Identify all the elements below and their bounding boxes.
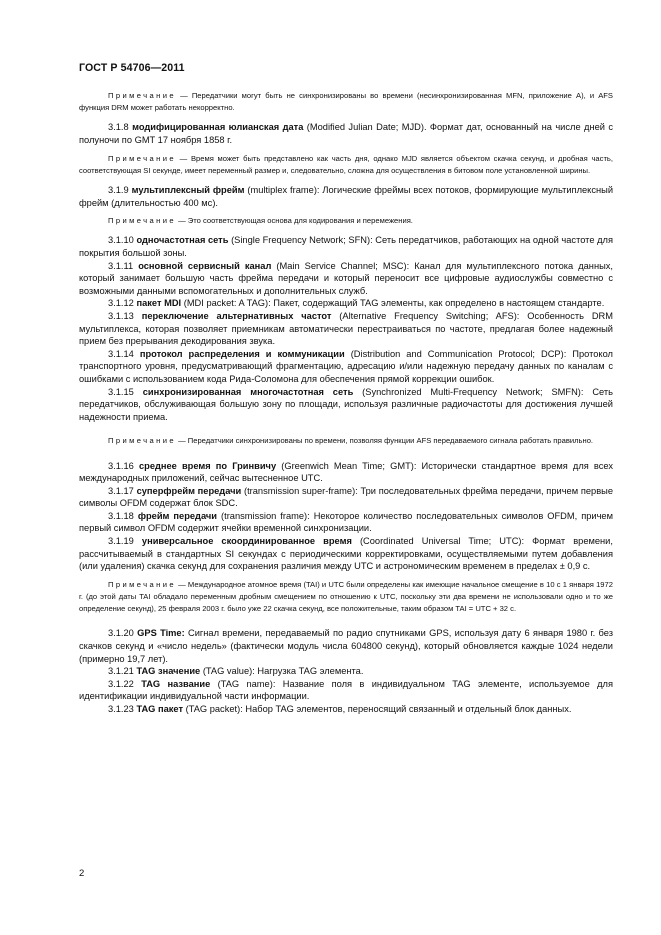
note-text: — Это соответствующая основа для кодирования и перемежения. bbox=[178, 216, 413, 226]
definition-term: TAG название bbox=[141, 678, 211, 689]
definition-term: основной сервисный канал bbox=[138, 260, 272, 271]
definition-number: 3.1.20 bbox=[108, 628, 134, 639]
definition-text: (Main Service Channel; MSC): Канал для мультиплексного потока данных, который занимает большую часть фрейма передачи и который переносит все цифровые аудиослужбы совместно с возможными данными вспомогательных и дополнительных служб. bbox=[79, 260, 613, 296]
definition-text: (Single Frequency Network; SFN): Сеть передатчиков, работающих на одной частоте для покрытия большой зоны. bbox=[79, 235, 613, 258]
definition-3-1-22 bbox=[79, 678, 613, 703]
definition-term: протокол распределения и коммуникации bbox=[139, 348, 345, 359]
definition-term: GPS Time: bbox=[137, 628, 185, 639]
page-number: 2 bbox=[79, 868, 85, 879]
definition-3-1-21 bbox=[79, 665, 613, 678]
definition-3-1-11 bbox=[79, 260, 613, 298]
definition-text: (Distribution and Communication Protocol; DCP): Протокол транспортного уровня, предусматривающий фрагментацию, адресацию и/или надежную передачу данных по каналам с ошибками с использованием кода Рида-Соломона для обеспечения прямой коррекции ошибок. bbox=[79, 348, 613, 384]
note-label: Примечание bbox=[108, 216, 176, 226]
definition-term: пакет MDI bbox=[136, 298, 182, 309]
note-text: — Передатчики синхронизированы по времени, позволяя функции AFS передаваемого сигнала работать правильно. bbox=[178, 436, 594, 446]
definition-text: (TAG packet): Набор TAG элементов, переносящий связанный и отдельный блок данных. bbox=[185, 704, 572, 715]
definition-3-1-13 bbox=[79, 310, 613, 348]
definition-term: суперфрейм передачи bbox=[136, 485, 242, 496]
definition-term: модифицированная юлианская дата bbox=[132, 122, 304, 133]
definition-number: 3.1.16 bbox=[108, 460, 134, 471]
definition-number: 3.1.18 bbox=[108, 510, 134, 521]
definition-number: 3.1.22 bbox=[108, 678, 134, 689]
definition-text: (TAG name): Название поля в индивидуальном TAG элементе, используемое для идентификации индивидуальной части информации. bbox=[79, 678, 613, 702]
definition-3-1-12 bbox=[79, 297, 613, 310]
note-text: — Время может быть представлено как часть дня, однако MJD является объектом скачка секунд, и дробная часть, соответствующая SI секунде, имеет переменный размер и, следовательно, сложна для осуществления в битовом поле установленной ширины. bbox=[79, 153, 613, 175]
definition-3-1-9 bbox=[79, 184, 613, 209]
definition-3-1-17 bbox=[79, 485, 613, 510]
note-paragraph bbox=[79, 153, 613, 177]
note-paragraph bbox=[79, 90, 613, 114]
definition-number: 3.1.19 bbox=[108, 536, 134, 547]
definition-text: (TAG value): Нагрузка TAG элемента. bbox=[202, 666, 364, 677]
definition-term: одночастотная сеть bbox=[136, 235, 229, 246]
definition-number: 3.1.17 bbox=[108, 485, 134, 496]
note-paragraph bbox=[79, 215, 613, 227]
note-text: — Передатчики могут быть не синхронизированы во времени (несинхронизированная MFN, приложение A), и AFS функция DRM может работать некорректно. bbox=[79, 91, 613, 113]
definition-number: 3.1.15 bbox=[108, 386, 134, 397]
definition-term: TAG пакет bbox=[136, 704, 184, 715]
note-label: Примечание bbox=[108, 153, 176, 163]
definition-3-1-16 bbox=[79, 460, 613, 485]
definition-term: синхронизированная многочастотная сеть bbox=[142, 386, 354, 397]
definition-number: 3.1.13 bbox=[108, 310, 134, 321]
definition-term: универсальное скоординированное время bbox=[141, 536, 352, 547]
definition-text: Сигнал времени, передаваемый по радио спутниками GPS, используя дату 6 января 1980 г. без скачков секунд и «число недель» (фактически модуль числа 604800 секунд), который обновляется каждые 1024 недели (примерно 19,7 лет). bbox=[79, 628, 613, 664]
note-label: Примечание bbox=[108, 579, 176, 589]
note-label: Примечание bbox=[108, 91, 176, 100]
definition-number: 3.1.23 bbox=[108, 704, 134, 715]
definition-term: мультиплексный фрейм bbox=[131, 185, 245, 195]
definition-3-1-20 bbox=[79, 627, 613, 665]
definition-text: (Coordinated Universal Time; UTC): Формат времени, рассчитываемый в стандартных SI секундах с периодическими корректировками, осуществляемыми путем добавления (или удаления) скачка секунд для сохранения различия между UTC и астрономическим временем в пределах ± 0,9 с. bbox=[79, 536, 613, 572]
definition-number: 3.1.8 bbox=[108, 122, 129, 133]
definition-text: (Modified Julian Date; MJD). Формат дат, основанный на числе дней с полуночи по GMT 17 ноября 1858 г. bbox=[79, 122, 613, 145]
note-paragraph bbox=[79, 579, 613, 616]
definition-term: TAG значение bbox=[136, 666, 201, 677]
definition-number: 3.1.14 bbox=[108, 348, 134, 359]
definition-3-1-8 bbox=[79, 121, 613, 146]
definition-text: (Synchronized Multi-Frequency Network; SMFN): Сеть передатчиков, обслуживающая большую зону по площади, используя различные радиочастоты для достижения лучшей надежности приема. bbox=[79, 386, 613, 422]
definition-term: переключение альтернативных частот bbox=[141, 310, 332, 321]
definition-3-1-10 bbox=[79, 234, 613, 259]
definition-number: 3.1.9 bbox=[108, 185, 129, 195]
definition-text: (MDI packet: A TAG): Пакет, содержащий TAG элементы, как определено в настоящем стандарте. bbox=[183, 298, 605, 309]
note-paragraph bbox=[79, 435, 613, 447]
definition-number: 3.1.12 bbox=[108, 298, 134, 309]
definition-term: среднее время по Гринвичу bbox=[138, 460, 277, 471]
definition-text: (transmission super-frame): Три последовательных фрейма передачи, причем первые символы OFDM содержат блок SDC. bbox=[79, 485, 613, 509]
definition-text: (Alternative Frequency Switching; AFS): Особенность DRM мультиплекса, которая позволяет приемникам автоматически перестраиваться по частоте, предлагая более надежный прием без прерывания декодирования звука. bbox=[79, 310, 613, 347]
definition-3-1-18 bbox=[79, 510, 613, 535]
standard-header: ГОСТ Р 54706—2011 bbox=[79, 62, 185, 74]
note-label: Примечание bbox=[108, 436, 176, 446]
definition-number: 3.1.11 bbox=[108, 260, 134, 271]
definition-text: (Greenwich Mean Time; GMT): Исторически стандартное время для всех международных приложений, сейчас вытесненное UTC. bbox=[79, 460, 613, 484]
definition-3-1-19 bbox=[79, 535, 613, 573]
terms-content bbox=[79, 90, 613, 716]
definition-3-1-23 bbox=[79, 703, 613, 716]
definition-text: (multiplex frame): Логические фреймы всех потоков, формирующие мультиплексный фрейм (длительностью 400 мс). bbox=[79, 185, 614, 208]
definition-number: 3.1.10 bbox=[108, 235, 134, 246]
definition-term: фрейм передачи bbox=[137, 510, 218, 521]
definition-3-1-14 bbox=[79, 348, 613, 386]
definition-3-1-15 bbox=[79, 386, 613, 424]
definition-number: 3.1.21 bbox=[108, 666, 134, 677]
note-text: — Международное атомное время (TAI) и UTC были определены как имеющие начальное смещение в 10 с 1 января 1972 г. (до этой даты TAI обладало переменным дробным смещением по отношению к UTC, поскольку эти два времени не использовали одно и то же определение секунд), 25 февраля 2003 г. было уже 22 скачка секунд, все положительные, таким образом TAI = UTC + 32 с. bbox=[79, 579, 613, 614]
definition-text: (transmission frame): Некоторое количество последовательных символов OFDM, причем первый символ OFDM содержит ячейки временной синхронизации. bbox=[79, 510, 613, 534]
